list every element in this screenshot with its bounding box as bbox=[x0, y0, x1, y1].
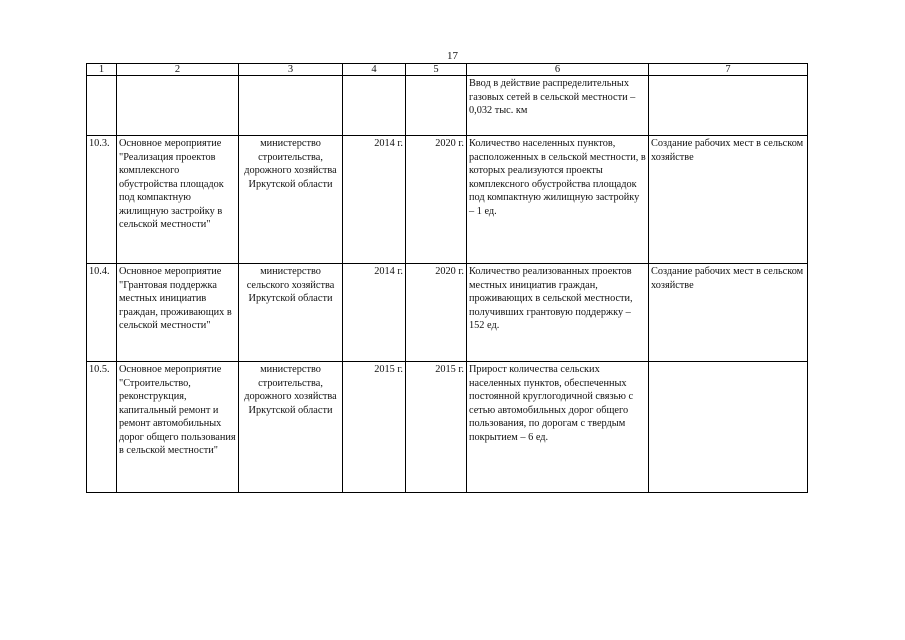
header-cell: 5 bbox=[406, 64, 467, 76]
indicator-cell: Ввод в действие распределительных газовых сетей в сельской местности – 0,032 тыс. км bbox=[467, 76, 649, 136]
result-cell: Создание рабочих мест в сельском хозяйстве bbox=[649, 264, 808, 362]
activity-cell: Основное мероприятие "Грантовая поддержка местных инициатив граждан, проживающих в сельской местности" bbox=[117, 264, 239, 362]
header-cell: 7 bbox=[649, 64, 808, 76]
start-year-cell: 2014 г. bbox=[343, 136, 406, 264]
empty-cell bbox=[406, 76, 467, 136]
indicator-cell: Прирост количества сельских населенных пунктов, обеспеченных постоянной круглогодичной связью с сетью автомобильных дорог общего пользования, по дорогам с твердым покрытием – 6 ед. bbox=[467, 362, 649, 493]
executor-cell: министерство строительства, дорожного хозяйства Иркутской области bbox=[239, 136, 343, 264]
header-cell: 4 bbox=[343, 64, 406, 76]
result-cell bbox=[649, 362, 808, 493]
end-year-cell: 2020 г. bbox=[406, 136, 467, 264]
executor-cell: министерство сельского хозяйства Иркутской области bbox=[239, 264, 343, 362]
empty-cell bbox=[117, 76, 239, 136]
indicator-cell: Количество реализованных проектов местных инициатив граждан, проживающих в сельской местности, получивших грантовую поддержку – 152 ед. bbox=[467, 264, 649, 362]
empty-cell bbox=[239, 76, 343, 136]
row-number-cell: 10.5. bbox=[87, 362, 117, 493]
empty-cell bbox=[649, 76, 808, 136]
empty-cell bbox=[87, 76, 117, 136]
executor-cell: министерство строительства, дорожного хозяйства Иркутской области bbox=[239, 362, 343, 493]
empty-cell bbox=[343, 76, 406, 136]
page-number: 17 bbox=[447, 50, 458, 62]
header-cell: 2 bbox=[117, 64, 239, 76]
activities-table bbox=[86, 63, 808, 493]
start-year-cell: 2014 г. bbox=[343, 264, 406, 362]
header-cell: 1 bbox=[87, 64, 117, 76]
header-cell: 3 bbox=[239, 64, 343, 76]
activity-cell: Основное мероприятие "Строительство, реконструкция, капитальный ремонт и ремонт автомобильных дорог общего пользования в сельской местности" bbox=[117, 362, 239, 493]
table-row bbox=[87, 362, 808, 493]
activity-cell: Основное мероприятие "Реализация проектов комплексного обустройства площадок под компактную жилищную застройку в сельской местности" bbox=[117, 136, 239, 264]
result-cell: Создание рабочих мест в сельском хозяйстве bbox=[649, 136, 808, 264]
header-cell: 6 bbox=[467, 64, 649, 76]
table-row-continuation bbox=[87, 76, 808, 136]
row-number-cell: 10.4. bbox=[87, 264, 117, 362]
start-year-cell: 2015 г. bbox=[343, 362, 406, 493]
indicator-cell: Количество населенных пунктов, расположенных в сельской местности, в которых реализуются проекты комплексного обустройства площадок под компактную жилищную застройку – 1 ед. bbox=[467, 136, 649, 264]
table-header-row bbox=[87, 64, 808, 76]
row-number-cell: 10.3. bbox=[87, 136, 117, 264]
end-year-cell: 2020 г. bbox=[406, 264, 467, 362]
table-row bbox=[87, 136, 808, 264]
end-year-cell: 2015 г. bbox=[406, 362, 467, 493]
table-row bbox=[87, 264, 808, 362]
